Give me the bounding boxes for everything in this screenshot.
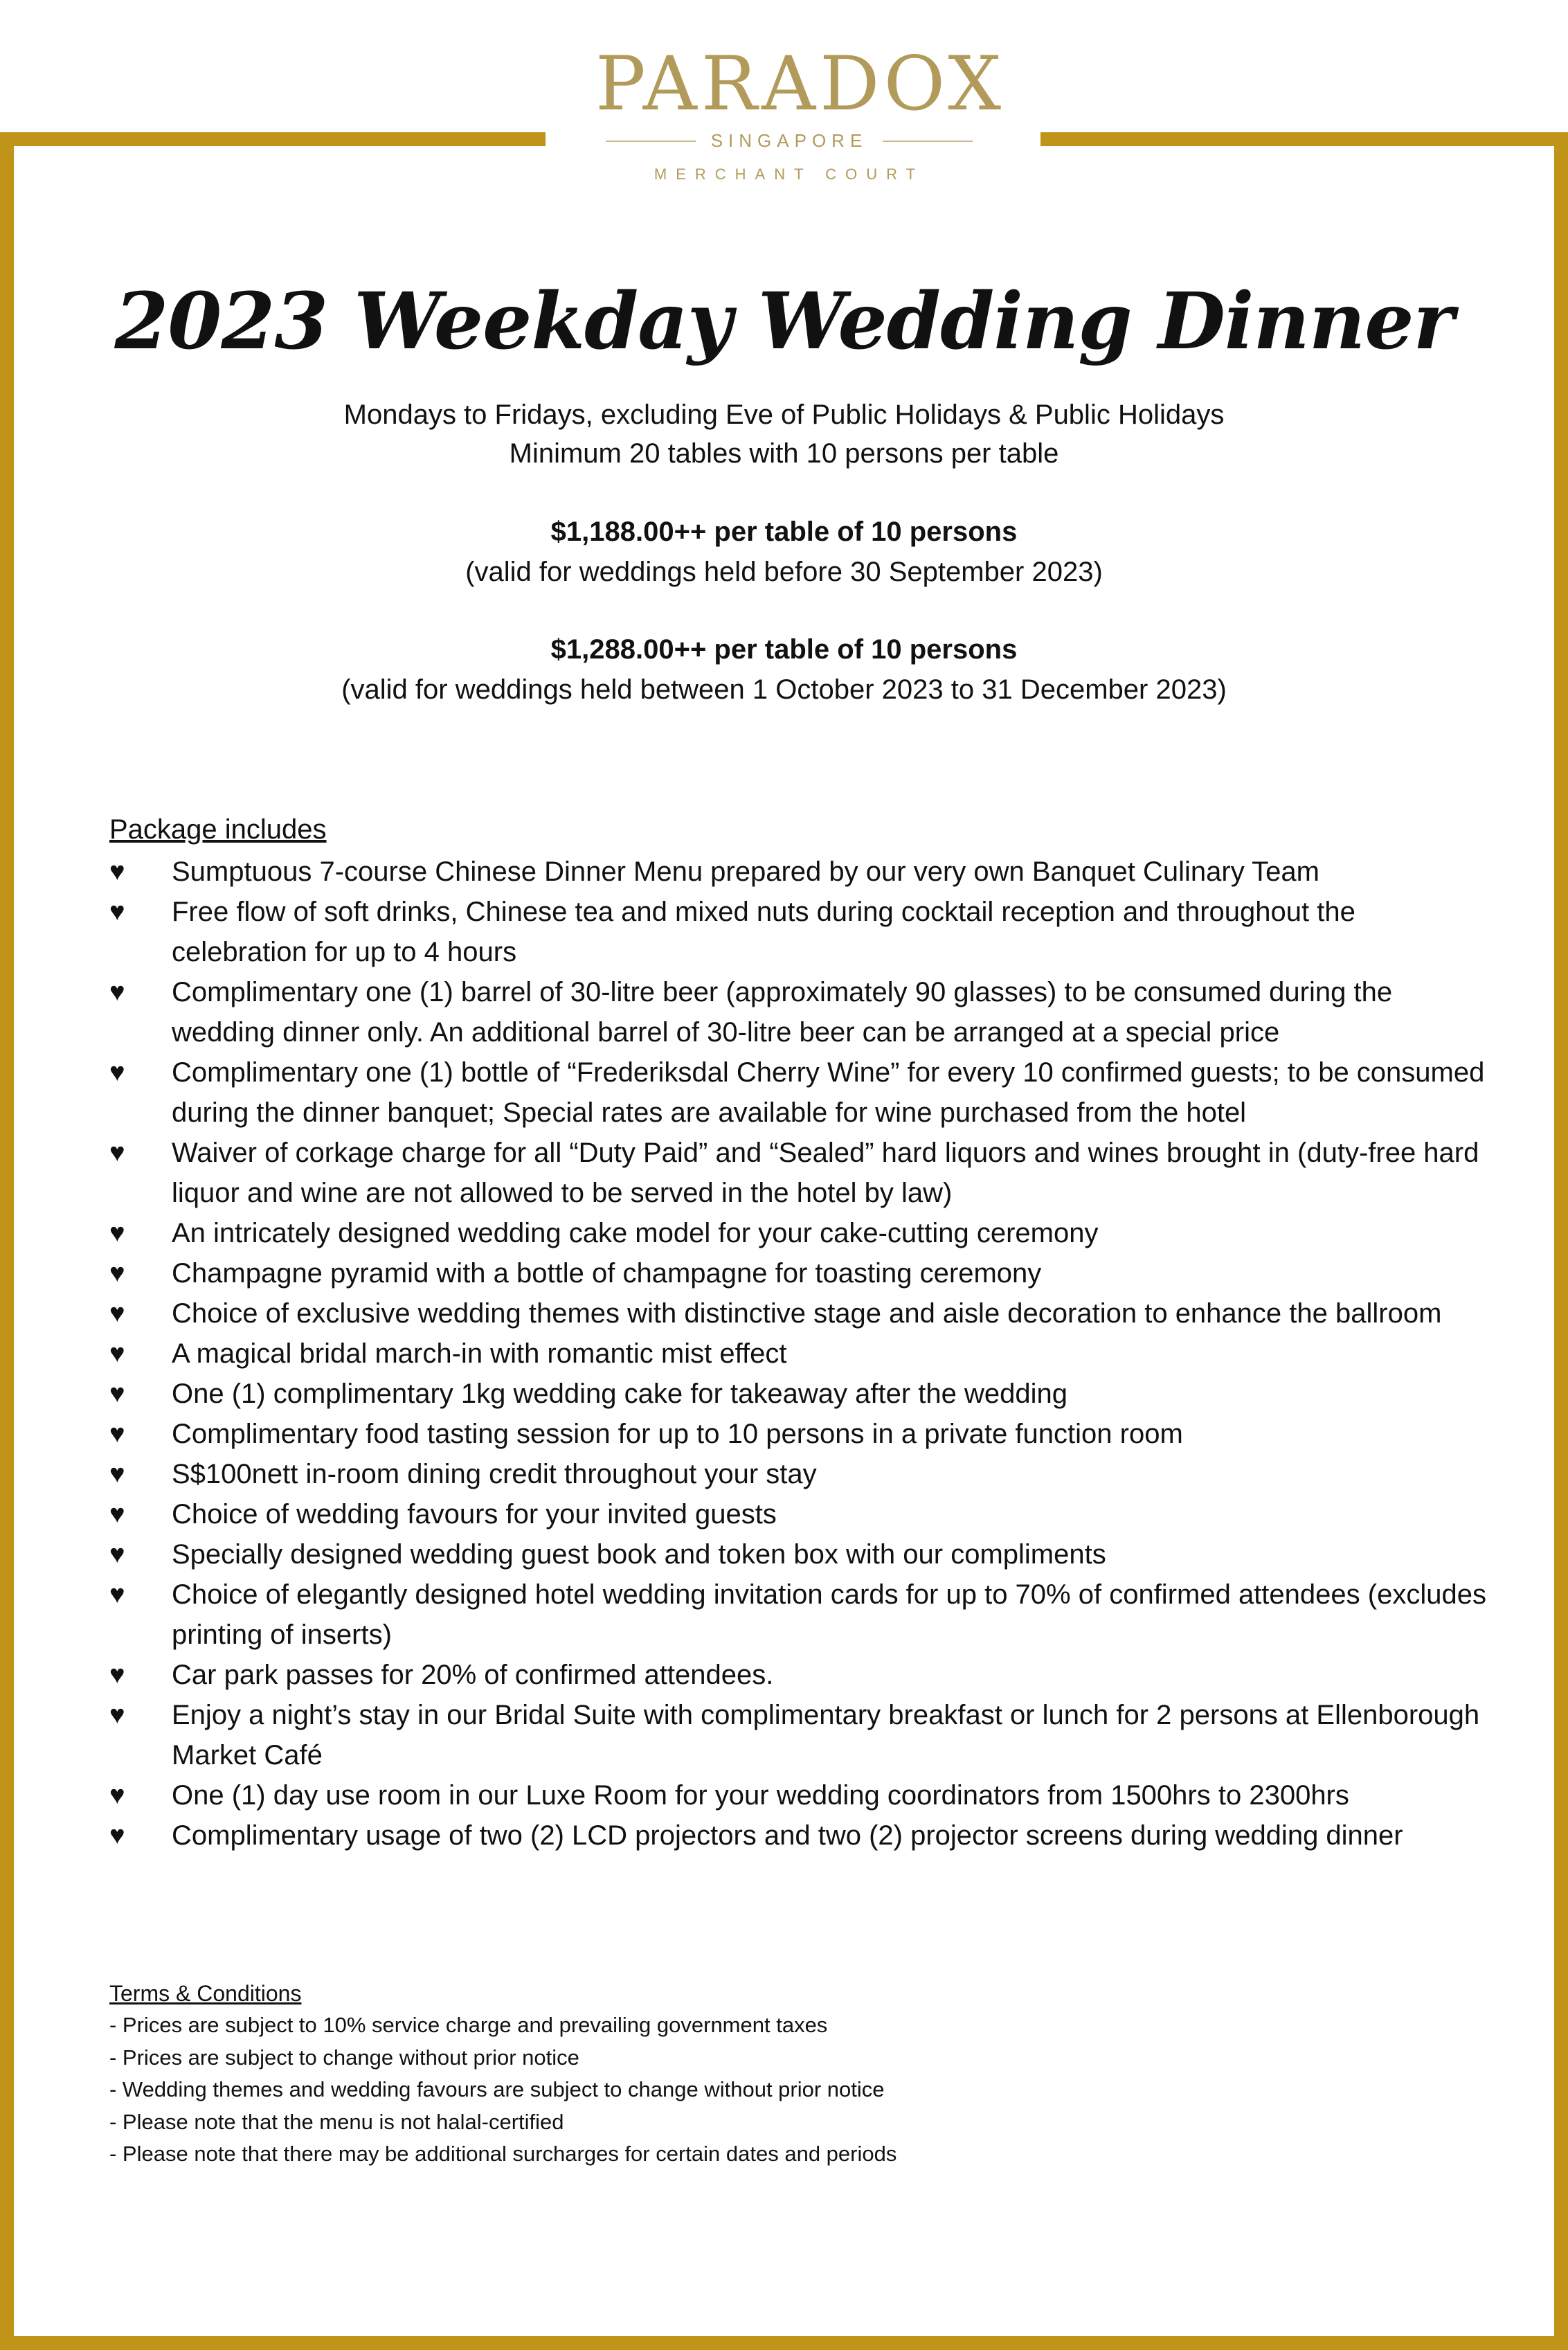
heart-bullet-icon: ♥ — [109, 1299, 125, 1328]
heart-bullet-icon: ♥ — [109, 1660, 125, 1689]
list-item-text: Choice of exclusive wedding themes with distinctive stage and aisle decoration to enhance the ballroom — [172, 1298, 1442, 1329]
terms-item: - Please note that there may be additional surcharges for certain dates and periods — [109, 2142, 897, 2166]
list-item-text: Free flow of soft drinks, Chinese tea and mixed nuts during cocktail reception and throughout the celebration for up to 4 hours — [172, 897, 1355, 967]
list-item-text: Car park passes for 20% of confirmed attendees. — [172, 1660, 774, 1690]
logo-sub: MERCHANT COURT — [654, 165, 925, 183]
price-1: $1,188.00++ per table of 10 persons — [550, 517, 1018, 547]
list-item-text: Sumptuous 7-course Chinese Dinner Menu prepared by our very own Banquet Culinary Team — [172, 856, 1319, 887]
list-item-text: One (1) day use room in our Luxe Room for your wedding coordinators from 1500hrs to 2300hrs — [172, 1780, 1349, 1811]
list-item-text: Waiver of corkage charge for all “Duty Paid” and “Sealed” hard liquors and wines brought in (duty-free hard liquor and wine are not allowed to be served in the hotel by law) — [172, 1138, 1479, 1208]
list-item-text: Champagne pyramid with a bottle of champagne for toasting ceremony — [172, 1258, 1042, 1289]
heart-bullet-icon: ♥ — [109, 1419, 125, 1448]
heart-bullet-icon: ♥ — [109, 1821, 125, 1850]
list-item — [109, 1414, 1487, 1454]
list-item — [109, 1655, 1487, 1695]
list-item — [109, 1695, 1487, 1775]
list-item-text: Complimentary food tasting session for up to 10 persons in a private function room — [172, 1419, 1183, 1449]
heart-bullet-icon: ♥ — [109, 1781, 125, 1810]
logo-divider-left — [606, 141, 696, 142]
heart-bullet-icon: ♥ — [109, 1460, 125, 1489]
terms-list — [109, 2009, 896, 2171]
list-item — [109, 1374, 1487, 1414]
heart-bullet-icon: ♥ — [109, 1500, 125, 1529]
list-item — [109, 972, 1487, 1052]
price-2-validity: (valid for weddings held between 1 October 2023 to 31 December 2023) — [341, 674, 1227, 705]
list-item-text: Complimentary usage of two (2) LCD projectors and two (2) projector screens during wedding dinner — [172, 1820, 1403, 1851]
logo-city: SINGAPORE — [710, 130, 868, 151]
list-item — [109, 852, 1487, 892]
list-item-text: One (1) complimentary 1kg wedding cake for takeaway after the wedding — [172, 1379, 1068, 1409]
frame-bottom — [0, 2336, 1568, 2350]
list-item-text: Choice of elegantly designed hotel wedding invitation cards for up to 70% of confirmed attendees (excludes printing of inserts) — [172, 1579, 1486, 1650]
heart-bullet-icon: ♥ — [109, 1701, 125, 1730]
frame-top-left — [0, 132, 546, 146]
logo-divider-right — [883, 141, 973, 142]
heart-bullet-icon: ♥ — [109, 1540, 125, 1569]
list-item — [109, 892, 1487, 972]
heart-bullet-icon: ♥ — [109, 1058, 125, 1087]
price-1-validity: (valid for weddings held before 30 September 2023) — [465, 557, 1103, 587]
heart-bullet-icon: ♥ — [109, 1580, 125, 1609]
list-item-text: S$100nett in-room dining credit throughout your stay — [172, 1459, 817, 1489]
heart-bullet-icon: ♥ — [109, 1379, 125, 1408]
terms-heading: Terms & Conditions — [109, 1981, 302, 2006]
list-item — [109, 1334, 1487, 1374]
terms-item: - Please note that the menu is not halal-certified — [109, 2109, 564, 2134]
frame-top-right — [1040, 132, 1568, 146]
list-item — [109, 1534, 1487, 1575]
list-item-text: Specially designed wedding guest book and token box with our compliments — [172, 1539, 1106, 1570]
price-2: $1,288.00++ per table of 10 persons — [550, 634, 1018, 665]
package-heading: Package includes — [109, 814, 327, 845]
list-item — [109, 1052, 1487, 1133]
list-item-text: A magical bridal march-in with romantic mist effect — [172, 1338, 787, 1369]
page-title: 2023 Weekday Wedding Dinner — [114, 276, 1454, 367]
heart-bullet-icon: ♥ — [109, 1259, 125, 1288]
terms-item: - Wedding themes and wedding favours are subject to change without prior notice — [109, 2077, 885, 2101]
list-item — [109, 1494, 1487, 1534]
list-item-text: Enjoy a night’s stay in our Bridal Suite with complimentary breakfast or lunch for 2 persons at Ellenborough Market Café — [172, 1700, 1480, 1770]
list-item — [109, 1454, 1487, 1494]
list-item — [109, 1575, 1487, 1655]
list-item — [109, 1213, 1487, 1253]
heart-bullet-icon: ♥ — [109, 897, 125, 926]
days-note: Mondays to Fridays, excluding Eve of Public Holidays & Public Holidays — [343, 400, 1225, 430]
list-item — [109, 1133, 1487, 1213]
list-item-text: Choice of wedding favours for your invited guests — [172, 1499, 777, 1530]
logo-city-row — [595, 130, 983, 152]
hotel-logo — [595, 41, 1006, 183]
list-item — [109, 1775, 1487, 1815]
heart-bullet-icon: ♥ — [109, 857, 125, 886]
list-item — [109, 1253, 1487, 1293]
list-item-text: Complimentary one (1) bottle of “Frederiksdal Cherry Wine” for every 10 confirmed guests; to be consumed during the dinner banquet; Special rates are available for wine purchased from the hotel — [172, 1057, 1485, 1128]
heart-bullet-icon: ♥ — [109, 978, 125, 1007]
minimum-note: Minimum 20 tables with 10 persons per table — [509, 438, 1059, 469]
list-item-text: Complimentary one (1) barrel of 30-litre beer (approximately 90 glasses) to be consumed during the wedding dinner only. An additional barrel of 30-litre beer can be arranged at a special price — [172, 977, 1393, 1048]
list-item — [109, 1815, 1487, 1856]
logo-brand: PARADOX — [595, 41, 1006, 127]
terms-item: - Prices are subject to 10% service charge and prevailing government taxes — [109, 2013, 828, 2037]
package-list — [109, 852, 1487, 1856]
list-item — [109, 1293, 1487, 1334]
list-item-text: An intricately designed wedding cake model for your cake-cutting ceremony — [172, 1218, 1099, 1248]
heart-bullet-icon: ♥ — [109, 1339, 125, 1368]
heart-bullet-icon: ♥ — [109, 1219, 125, 1248]
terms-item: - Prices are subject to change without prior notice — [109, 2045, 579, 2070]
heart-bullet-icon: ♥ — [109, 1138, 125, 1167]
